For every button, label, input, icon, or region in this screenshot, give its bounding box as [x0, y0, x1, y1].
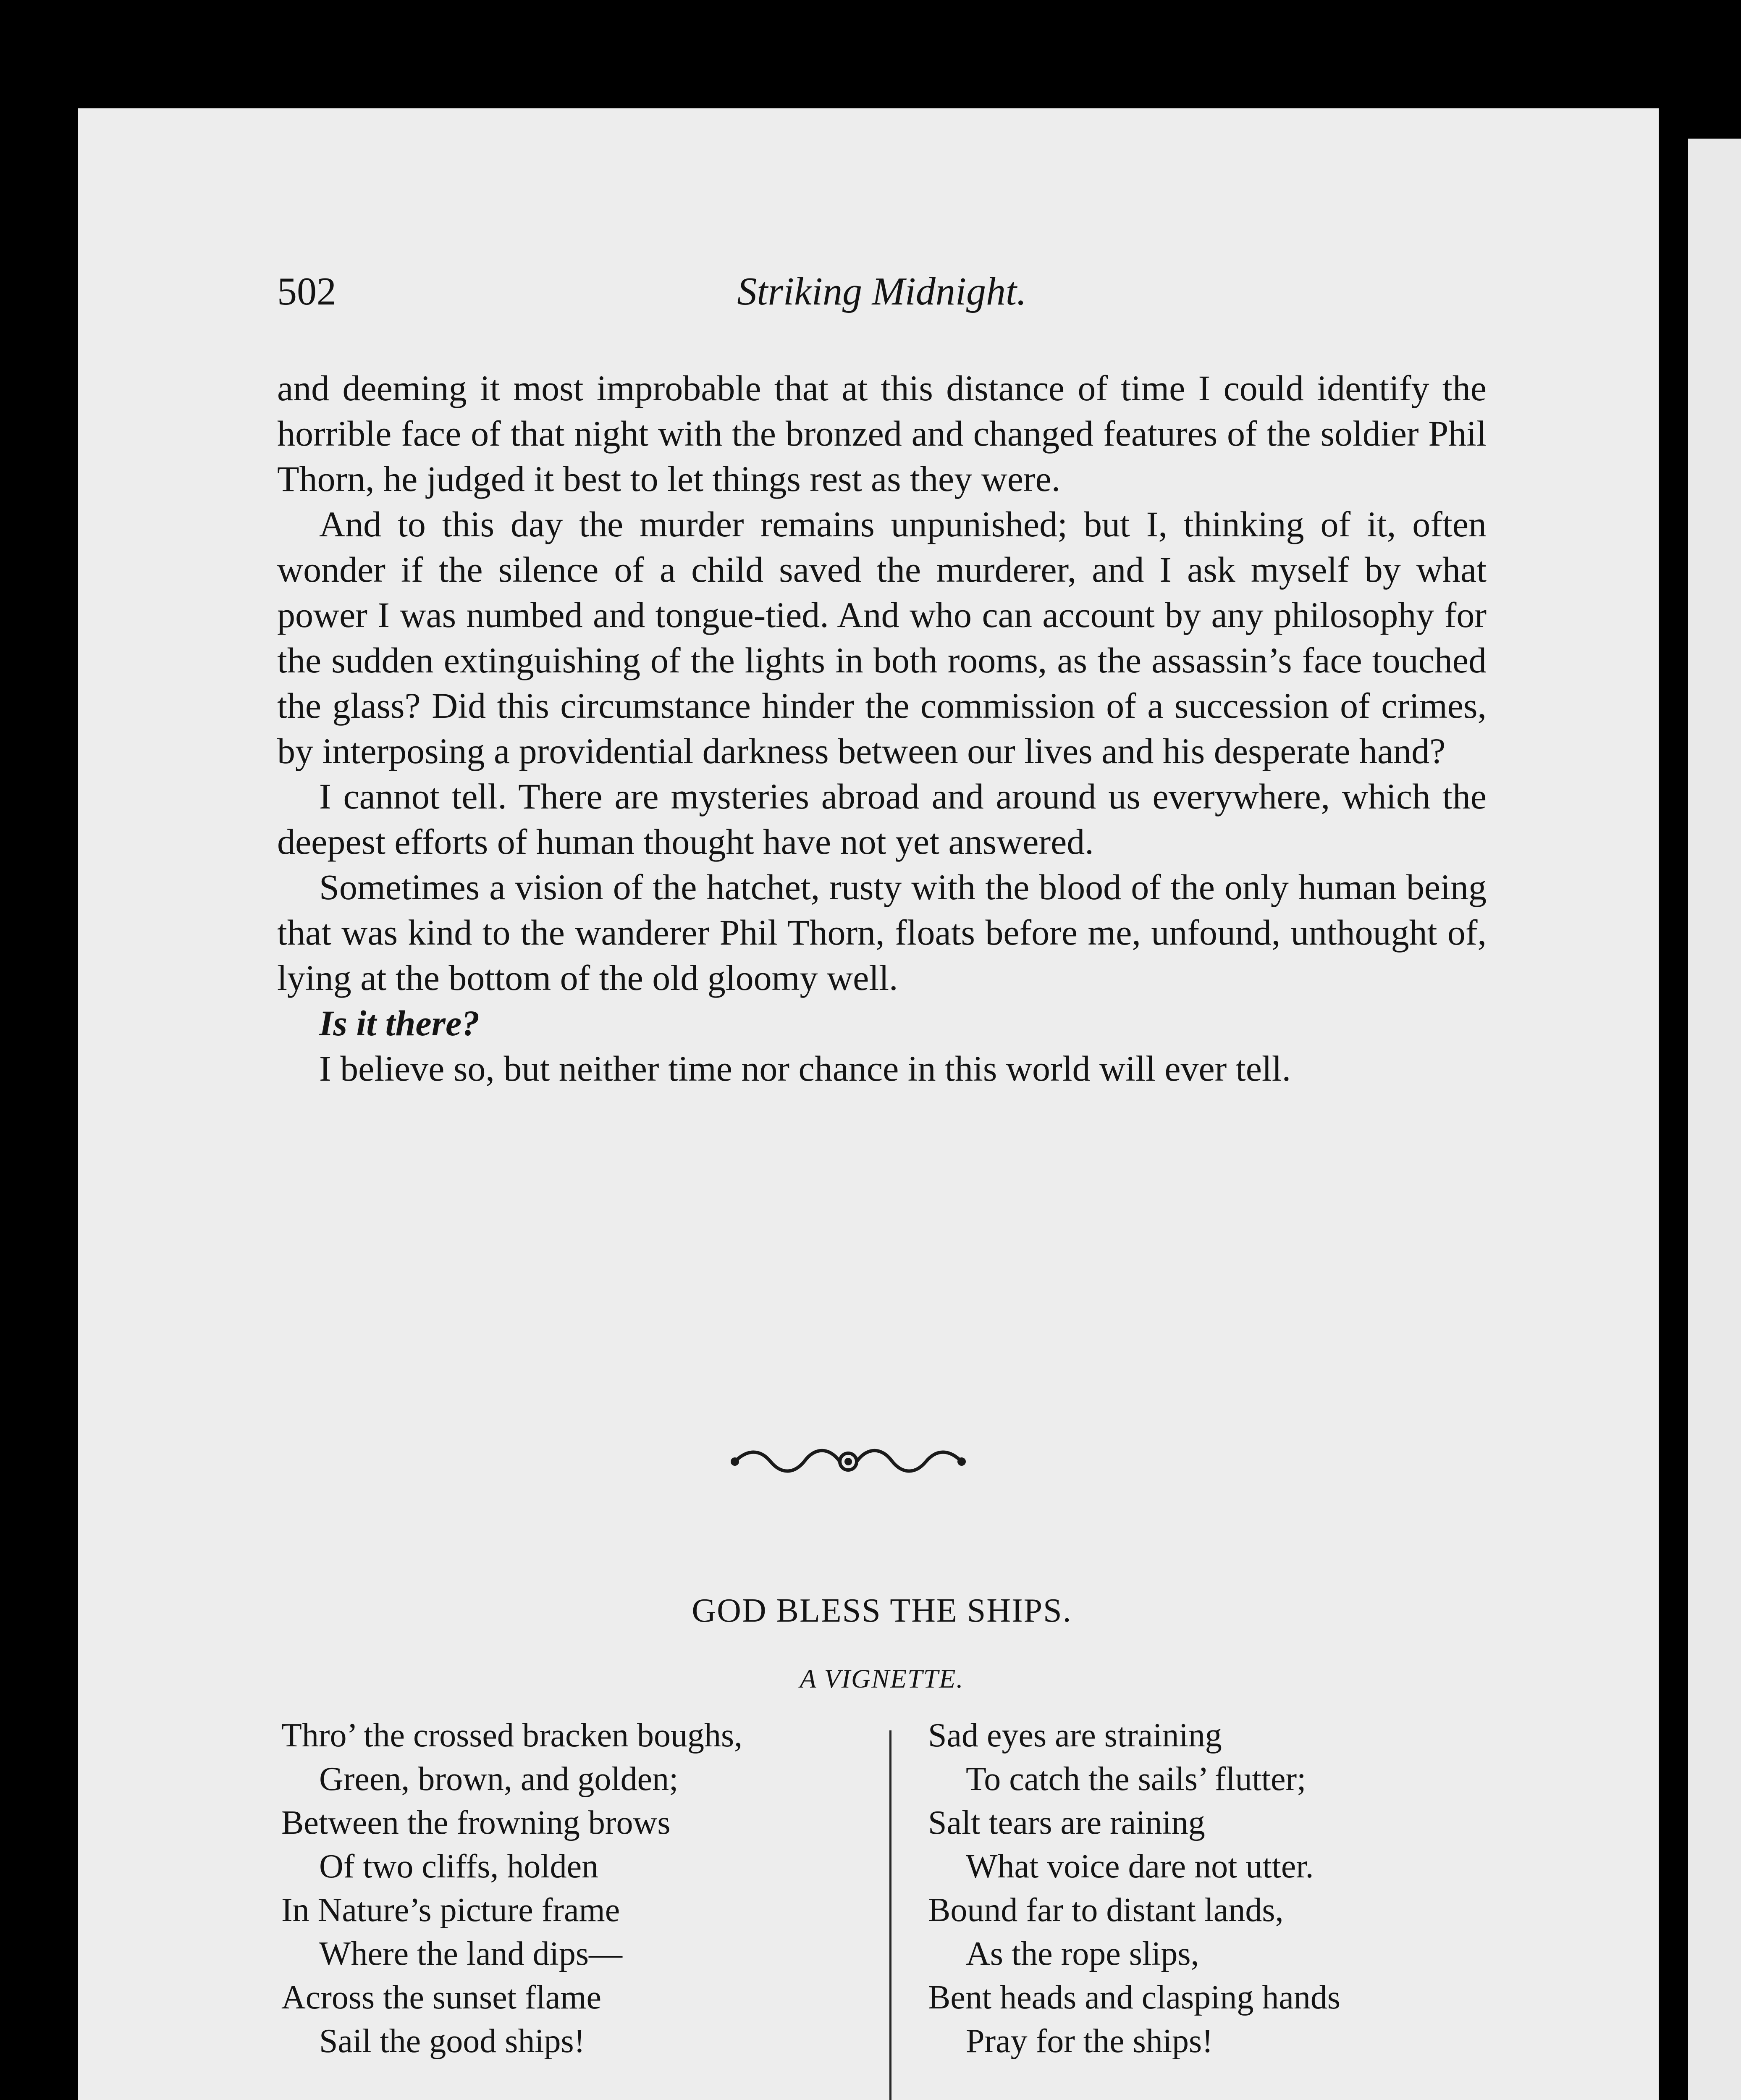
story-text	[277, 365, 1487, 1091]
poem-line: Thro’ the crossed bracken boughs,	[281, 1717, 743, 1754]
poem-line: What voice dare not utter.	[966, 1848, 1314, 1885]
poem-line: Bound far to distant lands,	[928, 1892, 1284, 1929]
poem-line: Pray for the ships!	[966, 2023, 1213, 2060]
poem-line: Of two cliffs, holden	[319, 1848, 599, 1885]
paragraph-question: Is it there?	[319, 1003, 480, 1043]
paragraph: Sometimes a vision of the hatchet, rusty with the blood of the only human being that was kind to the wanderer Phil Thorn, floats before me, unfound, unthought of, lying at the bottom of the old gloomy well.	[277, 867, 1487, 998]
paragraph: and deeming it most improbable that at this distance of time I could identify the horrible face of that night with the bronzed and changed features of the soldier Phil Thorn, he judged it best to let things rest as they were.	[277, 368, 1487, 499]
poem-line: Where the land dips—	[319, 1935, 622, 1972]
poem-line: To catch the sails’ flutter;	[966, 1761, 1306, 1798]
poem-line: Between the frowning brows	[281, 1804, 671, 1841]
poem-line: Sad eyes are straining	[928, 1717, 1222, 1754]
poem-right-column	[928, 1714, 1550, 2100]
poem-title: GOD BLESS THE SHIPS.	[692, 1592, 1072, 1629]
page-number: 502	[277, 270, 336, 313]
paragraph: And to this day the murder remains unpunished; but I, thinking of it, often wonder if the silence of a child saved the murderer, and I ask myself by what power I was numbed and tongue-tied. And who can account by any philosophy for the sudden extinguishing of the lights in both rooms, as the assassin’s face touched the glass? Did this circumstance hinder the commission of a succession of crimes, by interposing a providential darkness between our lives and his desperate hand?	[277, 504, 1487, 771]
facing-page-edge	[1688, 139, 1741, 2100]
column-divider	[889, 1730, 891, 2100]
poem-subtitle: A VIGNETTE.	[800, 1664, 964, 1693]
poem-line: As the rope slips,	[966, 1935, 1199, 1972]
poem-line: Green, brown, and golden;	[319, 1761, 679, 1798]
running-title: Striking Midnight.	[737, 270, 1027, 313]
poem-line: Across the sunset flame	[281, 1979, 602, 2016]
page-header	[277, 269, 1487, 332]
ornament-divider-icon	[731, 1436, 966, 1487]
poem-line: Sail the good ships!	[319, 2023, 585, 2060]
paragraph: I cannot tell. There are mysteries abroad and around us everywhere, which the deepest efforts of human thought have not yet answered.	[277, 776, 1487, 862]
paragraph: I believe so, but neither time nor chance in this world will ever tell.	[319, 1048, 1291, 1089]
poem-left-column	[281, 1714, 903, 2100]
poem-line: In Nature’s picture frame	[281, 1892, 620, 1929]
poem-line: Bent heads and clasping hands	[928, 1979, 1340, 2016]
poem-line: Salt tears are raining	[928, 1804, 1205, 1841]
